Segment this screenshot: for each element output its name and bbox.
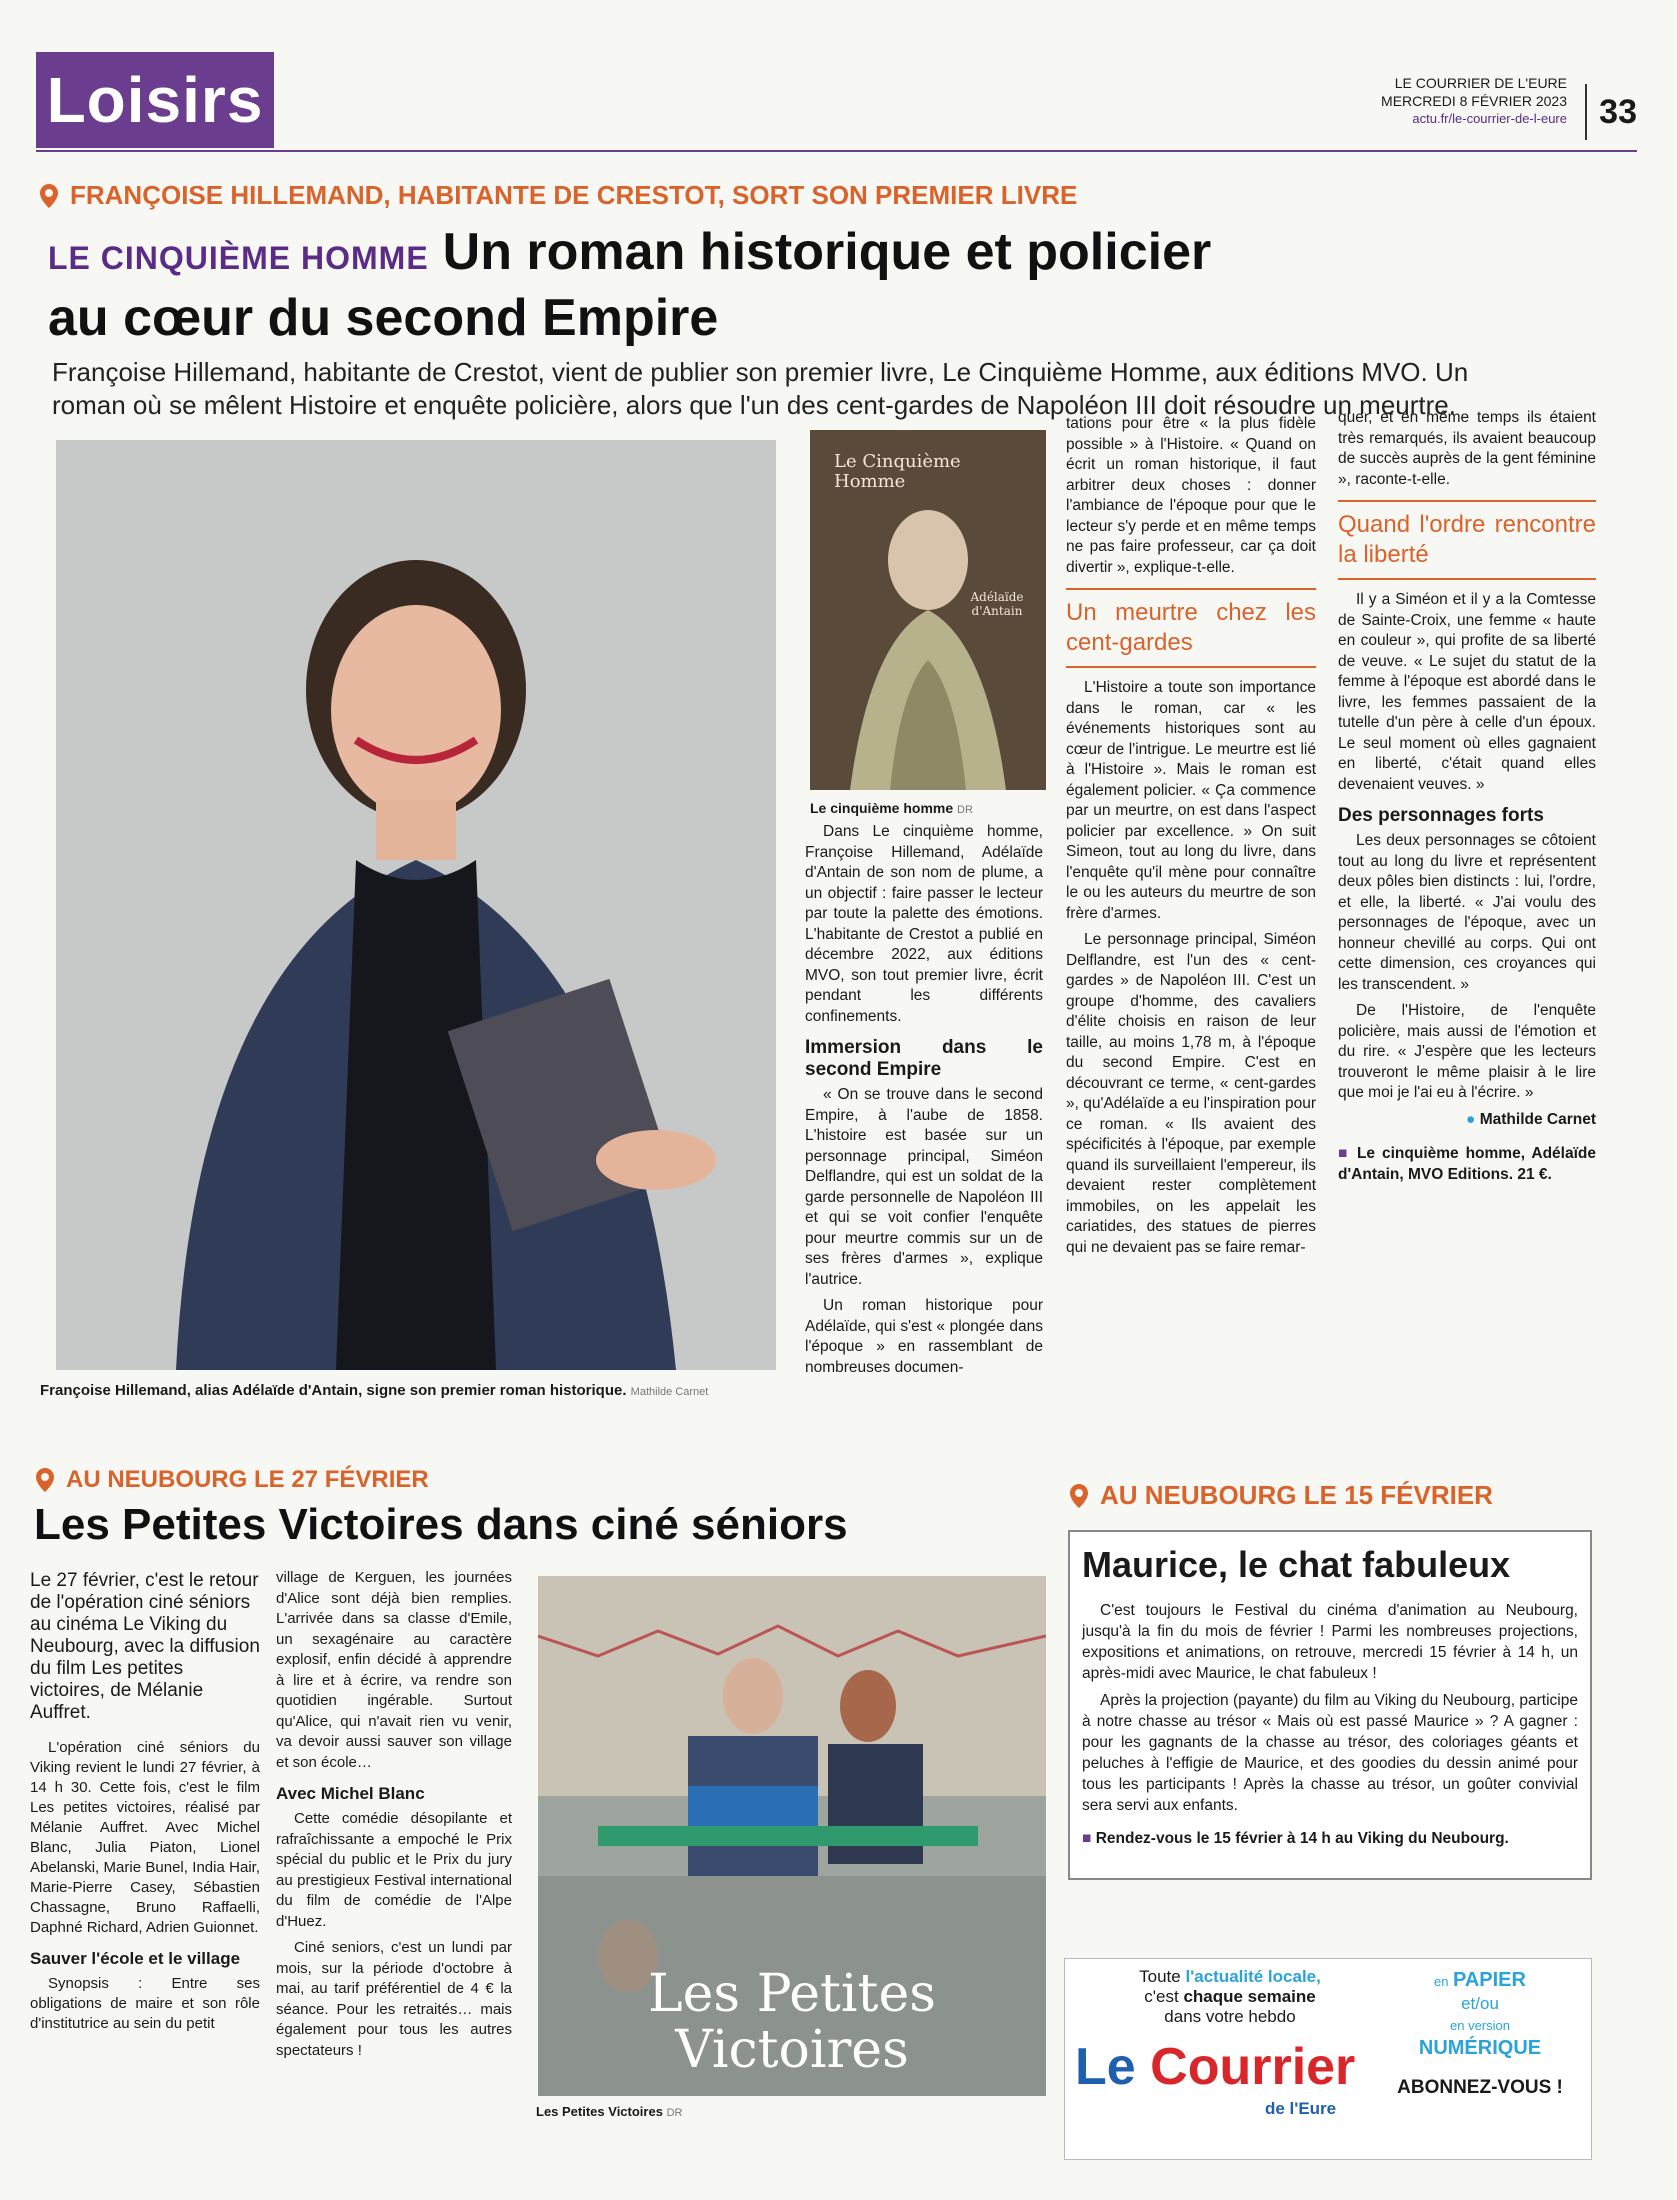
courrier-logo	[1075, 2039, 1355, 2095]
paragraph: Après la projection (payante) du film au Viking du Neubourg, participe à notre chasse au trésor « Mais où est passé Maurice » ? A gagner : pour les gagnants de la chasse au trésor, des coloriages géants et peluches à l'effigie de Maurice, et des goodies du dessin animé pour tous les participants ! Après la chasse au trésor, un goûter convivial sera servi aux enfants.	[1082, 1692, 1578, 1814]
paragraph: C'est toujours le Festival du cinéma d'animation au Neubourg, jusqu'à la fin du mois de février ! Parmi les nombreuses projections, expositions et animations, on retrouve, mercredi 15 février à 14 h, un après-midi avec Maurice, le chat fabuleux !	[1082, 1602, 1578, 1682]
cover-title-1: Le Cinquième	[834, 451, 961, 472]
article3-kicker	[1070, 1480, 1493, 1511]
poster-title-2: Victoires	[675, 2020, 909, 2080]
location-pin-icon	[36, 1468, 54, 1492]
article1-standfirst: Françoise Hillemand, habitante de Crestot, vient de publier son premier livre, Le Cinquième Homme, aux éditions MVO. Un roman où se mêlent Histoire et enquête policière, alors que l'un des cent-gardes de Napoléon III doit résoudre un meurtre.	[52, 357, 1469, 420]
poster-title	[538, 1966, 1046, 2078]
page-number: 33	[1585, 84, 1637, 140]
article2-column2	[276, 1568, 512, 2067]
ad-papier: PAPIER	[1452, 1969, 1526, 1991]
subhead-ordre: Quand l'ordre rencontre la liberté	[1338, 500, 1596, 580]
cover-title-2: Homme	[834, 471, 906, 492]
book-caption-credit: DR	[957, 804, 973, 816]
book-cover-image	[810, 430, 1046, 790]
paper-url[interactable]: actu.fr/le-courrier-de-l-eure	[1412, 111, 1567, 126]
subscribe-button[interactable]: ABONNEZ-VOUS !	[1397, 2077, 1563, 2098]
rdv-line	[1082, 1828, 1578, 1849]
ad-highlight: l'actualité locale,	[1185, 1967, 1321, 1986]
subhead-michel-blanc: Avec Michel Blanc	[276, 1784, 425, 1803]
subhead-personnages: Des personnages forts	[1338, 805, 1544, 826]
section-rubric: Loisirs	[36, 52, 274, 148]
paragraph: Il y a Siméon et il y a la Comtesse de Sainte-Croix, une femme « haute en couleur », qui profite de sa liberté de veuve. « Le sujet du statut de la femme à l'époque est abordé dans le livre, les femmes passaient de la tutelle d'un père à celle d'un époux. Le seul moment où elles gagnaient en liberté, c'était quand elles devenaient veuves. »	[1338, 591, 1596, 793]
article1-title	[48, 222, 1211, 348]
ad-bold: chaque semaine	[1183, 1987, 1316, 2006]
paragraph: L'Histoire a toute son importance dans le roman, car « les événements historiques sont au cœur de l'intrigue. Le meurtre est lié à l'Histoire ». Mais le roman est également policier. « Ça commence par un meurtre, on est dans l'aspect policier par excellence. » On suit Simeon, tout au long du livre, dans l'enquête qu'il mène pour connaître le ou les auteurs du meurtre de son frère d'armes.	[1066, 679, 1316, 922]
author-signature	[1338, 1110, 1596, 1131]
film-poster-image	[538, 1576, 1046, 2096]
location-pin-icon	[40, 184, 58, 208]
ad-etou: et/ou	[1461, 1994, 1499, 2013]
article1-column3	[1338, 408, 1596, 1185]
location-pin-icon	[1070, 1484, 1088, 1508]
ad-text: c'est	[1144, 1987, 1179, 2006]
title-line1: Un roman historique et policier	[442, 223, 1212, 281]
caption-credit: Mathilde Carnet	[630, 1386, 709, 1398]
article3-title: Maurice, le chat fabuleux	[1082, 1544, 1511, 1585]
paragraph: Un roman historique pour Adélaïde, qui s'est « plongée dans l'époque » en rassemblant de nombreuses documen-	[805, 1297, 1043, 1376]
article2-column1	[30, 1570, 260, 2040]
article2-title: Les Petites Victoires dans ciné séniors	[34, 1500, 848, 1549]
caption-text: Françoise Hillemand, alias Adélaïde d'Antain, signe son premier roman historique.	[40, 1382, 627, 1399]
paragraph: L'opération ciné séniors du Viking revient le lundi 27 février, à 14 h 30. Cette fois, c'est le film Les petites victoires, réalisé par Mélanie Auffret. Avec Michel Blanc, Julia Piaton, Lionel Abelanski, Marie Bunel, India Hair, Marie-Pierre Casey, Sébastien Chassagne, Bruno Raffaelli, Daphné Richard, Adrien Guionnet.	[30, 1739, 260, 1936]
author-name: Mathilde Carnet	[1479, 1110, 1596, 1128]
bullet-icon: ●	[1466, 1110, 1476, 1128]
poster-caption-credit: DR	[666, 2107, 683, 2119]
poster-caption-text: Les Petites Victoires	[536, 2104, 663, 2119]
paper-info	[1381, 74, 1567, 128]
book-cover-author: Adélaïde d'Antain	[970, 590, 1024, 618]
portrait-photo	[56, 440, 776, 1370]
kicker-text: FRANÇOISE HILLEMAND, HABITANTE DE CRESTOT, SORT SON PREMIER LIVRE	[70, 180, 1078, 210]
article1-kicker	[40, 180, 1077, 211]
logo-sub: de l'Eure	[1265, 2099, 1337, 2118]
paragraph: Les deux personnages se côtoient tout au long du livre et représentent deux pôles bien distincts : lui, l'ordre, et elle, la liberté. « J'ai voulu des personnages de l'époque, avec un honneur chevillé au corps. Qui ont cette dimension, ces croyances qui les transcendent. »	[1338, 832, 1596, 993]
paragraph: tations pour être « la plus fidèle possible » à l'Histoire. « Quand on écrit un roman historique, il faut arbitrer deux choses : donner l'ambiance de l'époque pour que le lecteur s'y perde et en même temps ne pas faire professeur, car ça doit divertir », explique-t-elle.	[1066, 415, 1316, 576]
article1-column2	[1066, 414, 1316, 1264]
subscription-ad[interactable]	[1064, 1958, 1592, 2160]
paragraph: « On se trouve dans le second Empire, à l'aube de 1858. L'histoire est basée sur un personnage principal, Siméon Delflandre, qui est un soldat de la garde personnelle de Napoléon III et qui se voit confier l'enquête pour meurtre commis sur un de ses frères d'armes », explique l'autrice.	[805, 1086, 1043, 1288]
article2-kicker	[36, 1466, 429, 1494]
paragraph: Cette comédie désopilante et rafraîchissante a empoché le Prix spécial du public et le Prix du jury au prestigieux Festival international du film de comédie de l'Alpe d'Huez.	[276, 1810, 512, 1930]
article2-intro: Le 27 février, c'est le retour de l'opération ciné séniors au cinéma Le Viking du Neubourg, avec la diffusion du film Les petites victoires, de Mélanie Auffret.	[30, 1570, 260, 1723]
kicker-text: AU NEUBOURG LE 27 FÉVRIER	[66, 1466, 429, 1493]
subhead-meurtre: Un meurtre chez les cent-gardes	[1066, 588, 1316, 668]
ad-text: Toute	[1139, 1967, 1181, 1986]
paragraph: quer, et en même temps ils étaient très remarqués, ils avaient beaucoup de succès auprès de la gent féminine », raconte-t-elle.	[1338, 409, 1596, 488]
paragraph: Ciné seniors, c'est un lundi par mois, sur la période d'octobre à mai, au tarif préférentiel de 4 € la séance. Pour les retraités… mais également pour tous les autres spectateurs !	[276, 1939, 512, 2059]
portrait-caption	[40, 1382, 708, 1399]
poster-caption	[536, 2104, 682, 2119]
ad-text: dans votre hebdo	[1164, 2007, 1296, 2026]
article3-box	[1068, 1530, 1592, 1880]
paragraph: Le personnage principal, Siméon Delflandre, est l'un des « cent-gardes » de Napoléon III. C'est un groupe d'homme, des cavaliers d'élite choisis en raison de leur taille, au moins 1,78 m, à l'époque du second Empire. C'est en découvrant ce terme, « cent-gardes », qu'Adélaïde a eu l'inspiration pour ce roman. « Ils avaient des spécificités à l'époque, par exemple quand ils surveillaient l'empereur, ils devaient rester complètement immobiles, on les appelait les cariatides, des statues de pierres qui ne devaient pas se faire remar-	[1066, 931, 1316, 1256]
paper-date: MERCREDI 8 FÉVRIER 2023	[1381, 93, 1567, 109]
book-caption	[810, 800, 973, 816]
rdv-text: Rendez-vous le 15 février à 14 h au Viking du Neubourg.	[1095, 1830, 1509, 1847]
book-caption-text: Le cinquième homme	[810, 800, 954, 816]
subhead-immersion: Immersion dans le second Empire	[805, 1037, 1043, 1080]
paragraph: De l'Histoire, de l'enquête policière, mais aussi de l'émotion et du rire. « J'espère que les lecteurs trouveront le même plaisir à le lire que moi je l'ai eu à l'écrire. »	[1338, 1002, 1596, 1101]
paper-name: LE COURRIER DE L'EURE	[1394, 75, 1567, 91]
title-lead: LE CINQUIÈME HOMME	[48, 240, 429, 276]
kicker-text: AU NEUBOURG LE 15 FÉVRIER	[1100, 1480, 1493, 1510]
book-info-text: Le cinquième homme, Adélaïde d'Antain, MVO Editions. 21 €.	[1338, 1145, 1596, 1183]
logo-courrier: Courrier	[1150, 2038, 1356, 2096]
paragraph: Dans Le cinquième homme, Françoise Hillemand, Adélaïde d'Antain de son nom de plume, a un objectif : faire passer le lecteur par toute la palette des émotions. L'habitante de Crestot a publié en décembre 2022, aux éditions MVO, son tout premier livre, écrit pendant les différents confinements.	[805, 823, 1043, 1025]
subhead-sauver: Sauver l'école et le village	[30, 1949, 241, 1968]
square-bullet-icon: ■	[1338, 1145, 1350, 1162]
paragraph: Synopsis : Entre ses obligations de maire et son rôle d'institutrice au sein du petit	[30, 1975, 260, 2032]
paragraph: village de Kerguen, les journées d'Alice sont déjà bien remplies. L'arrivée dans sa classe d'Emile, un sexagénaire au caractère explosif, enfin décidé à apprendre à lire et à écrire, va rendre son quotidien ingérable. Surtout qu'Alice, qui n'avait rien vu venir, va devoir aussi sauver son village et son école…	[276, 1569, 512, 1771]
title-line2: au cœur du second Empire	[48, 289, 719, 347]
ad-en-version: en version	[1450, 2018, 1510, 2033]
ad-tagline	[1105, 1967, 1355, 2027]
woman-portrait-illustration	[56, 440, 776, 1370]
header-rule	[36, 150, 1637, 152]
ad-en: en	[1434, 1974, 1449, 1989]
ad-formats	[1375, 1969, 1585, 2099]
article1-column1	[805, 822, 1043, 1384]
ad-numerique: NUMÉRIQUE	[1418, 2037, 1542, 2059]
poster-title-1: Les Petites	[648, 1964, 936, 2024]
book-cover-title	[834, 452, 961, 492]
book-info	[1338, 1144, 1596, 1185]
square-bullet-icon: ■	[1082, 1830, 1092, 1847]
logo-le: Le	[1075, 2038, 1136, 2096]
